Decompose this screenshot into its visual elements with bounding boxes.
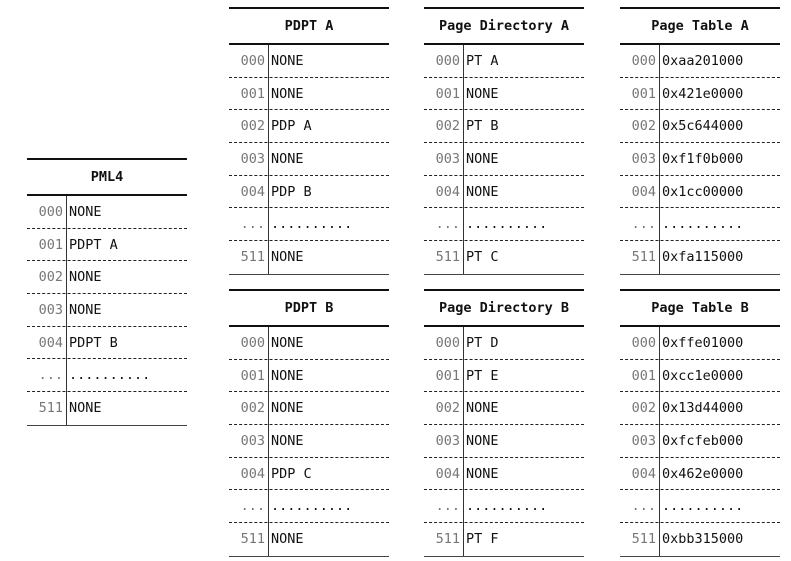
table-row bbox=[620, 490, 780, 523]
entry-value: NONE bbox=[271, 367, 304, 384]
entry-value: NONE bbox=[271, 249, 304, 266]
entry-value: .......... bbox=[466, 498, 548, 515]
table-row bbox=[27, 229, 187, 262]
table-row bbox=[229, 458, 389, 491]
entry-value: NONE bbox=[69, 269, 102, 286]
entry-index: 000 bbox=[27, 196, 67, 229]
table-row bbox=[424, 176, 584, 209]
table-row bbox=[424, 523, 584, 557]
table-row bbox=[229, 392, 389, 425]
table-row bbox=[229, 241, 389, 275]
entry-value: NONE bbox=[271, 53, 304, 69]
entry-value: NONE bbox=[466, 400, 499, 417]
page-table-b-table bbox=[620, 289, 780, 557]
table-row bbox=[424, 208, 584, 241]
table-row bbox=[229, 360, 389, 393]
entry-index: 001 bbox=[424, 360, 464, 393]
entry-index: 000 bbox=[620, 45, 660, 78]
entry-index: 511 bbox=[620, 523, 660, 556]
table-title: Page Directory A bbox=[424, 7, 584, 45]
entry-value: PDP A bbox=[271, 118, 312, 135]
entry-index: 004 bbox=[27, 327, 67, 360]
table-row bbox=[620, 176, 780, 209]
page-directory-a-table bbox=[424, 7, 584, 275]
table-row bbox=[424, 78, 584, 111]
entry-value: 0xfcfeb000 bbox=[662, 433, 744, 450]
entry-value: NONE bbox=[271, 531, 304, 548]
entry-value: 0xaa201000 bbox=[662, 53, 744, 69]
table-row bbox=[229, 327, 389, 360]
table-row bbox=[229, 110, 389, 143]
table-title: Page Table A bbox=[620, 7, 780, 45]
entry-value: PT B bbox=[466, 118, 499, 135]
entry-index: 004 bbox=[229, 458, 269, 491]
entry-value: NONE bbox=[69, 204, 102, 220]
entry-value: 0xffe01000 bbox=[662, 335, 744, 351]
table-title: PML4 bbox=[27, 158, 187, 196]
table-row bbox=[424, 490, 584, 523]
table-row bbox=[620, 208, 780, 241]
entry-index: 002 bbox=[424, 392, 464, 425]
table-row bbox=[620, 523, 780, 557]
entry-index: 511 bbox=[229, 523, 269, 556]
entry-value: PDPT A bbox=[69, 236, 118, 253]
entry-index: ... bbox=[229, 490, 269, 523]
entry-index: 000 bbox=[229, 45, 269, 78]
entry-index: 001 bbox=[620, 78, 660, 111]
table-row bbox=[424, 110, 584, 143]
entry-index: 002 bbox=[27, 261, 67, 294]
entry-index: 001 bbox=[27, 229, 67, 262]
pml4-table bbox=[27, 158, 187, 426]
entry-value: .......... bbox=[662, 498, 744, 515]
entry-value: PT C bbox=[466, 249, 499, 266]
table-row bbox=[620, 110, 780, 143]
entry-index: 002 bbox=[229, 392, 269, 425]
entry-value: 0xbb315000 bbox=[662, 531, 744, 548]
table-row bbox=[620, 45, 780, 78]
table-row bbox=[229, 78, 389, 111]
entry-value: NONE bbox=[271, 151, 304, 168]
entry-index: 004 bbox=[620, 176, 660, 209]
page-directory-b-table bbox=[424, 289, 584, 557]
entry-value: NONE bbox=[271, 335, 304, 351]
table-row bbox=[424, 360, 584, 393]
entry-index: 000 bbox=[229, 327, 269, 360]
table-title: Page Directory B bbox=[424, 289, 584, 327]
entry-index: 000 bbox=[620, 327, 660, 360]
entry-index: 001 bbox=[424, 78, 464, 111]
pdpt-b-table bbox=[229, 289, 389, 557]
entry-value: 0xcc1e0000 bbox=[662, 367, 744, 384]
entry-value: PDP B bbox=[271, 183, 312, 200]
entry-value: PT A bbox=[466, 53, 499, 69]
entry-value: NONE bbox=[466, 85, 499, 102]
entry-value: 0x13d44000 bbox=[662, 400, 744, 417]
table-row bbox=[620, 327, 780, 360]
entry-index: 002 bbox=[424, 110, 464, 143]
entry-value: .......... bbox=[69, 367, 151, 384]
entry-value: NONE bbox=[466, 465, 499, 482]
entry-index: 003 bbox=[620, 425, 660, 458]
table-row bbox=[27, 196, 187, 229]
entry-index: 511 bbox=[424, 523, 464, 556]
entry-index: ... bbox=[27, 359, 67, 392]
entry-value: 0x5c644000 bbox=[662, 118, 744, 135]
table-row bbox=[620, 360, 780, 393]
entry-index: 003 bbox=[620, 143, 660, 176]
table-row bbox=[424, 45, 584, 78]
entry-value: NONE bbox=[466, 151, 499, 168]
entry-index: 001 bbox=[229, 360, 269, 393]
entry-value: PDPT B bbox=[69, 334, 118, 351]
entry-index: 000 bbox=[424, 327, 464, 360]
entry-index: 004 bbox=[424, 458, 464, 491]
entry-index: 511 bbox=[620, 241, 660, 274]
table-row bbox=[229, 45, 389, 78]
entry-index: 004 bbox=[424, 176, 464, 209]
entry-index: 003 bbox=[229, 143, 269, 176]
entry-value: 0x462e0000 bbox=[662, 465, 744, 482]
table-row bbox=[27, 261, 187, 294]
entry-value: .......... bbox=[271, 216, 353, 233]
entry-index: 511 bbox=[424, 241, 464, 274]
table-row bbox=[620, 425, 780, 458]
page-table-a-table bbox=[620, 7, 780, 275]
table-row bbox=[424, 392, 584, 425]
entry-value: PDP C bbox=[271, 465, 312, 482]
entry-value: NONE bbox=[466, 433, 499, 450]
entry-index: 002 bbox=[620, 392, 660, 425]
entry-value: NONE bbox=[271, 433, 304, 450]
table-row bbox=[620, 241, 780, 275]
table-row bbox=[27, 392, 187, 426]
entry-index: ... bbox=[424, 208, 464, 241]
entry-value: 0x421e0000 bbox=[662, 85, 744, 102]
entry-value: PT D bbox=[466, 335, 499, 351]
entry-value: PT F bbox=[466, 531, 499, 548]
entry-index: 001 bbox=[229, 78, 269, 111]
table-row bbox=[620, 458, 780, 491]
entry-value: .......... bbox=[466, 216, 548, 233]
entry-index: ... bbox=[620, 490, 660, 523]
pdpt-a-table bbox=[229, 7, 389, 275]
table-row bbox=[229, 523, 389, 557]
table-row bbox=[27, 327, 187, 360]
table-row bbox=[424, 425, 584, 458]
entry-value: NONE bbox=[69, 400, 102, 417]
entry-value: 0xf1f0b000 bbox=[662, 151, 744, 168]
table-row bbox=[229, 208, 389, 241]
entry-index: ... bbox=[229, 208, 269, 241]
entry-index: 004 bbox=[620, 458, 660, 491]
table-row bbox=[424, 241, 584, 275]
table-row bbox=[229, 490, 389, 523]
entry-index: 003 bbox=[424, 143, 464, 176]
table-title: PDPT A bbox=[229, 7, 389, 45]
table-row bbox=[229, 425, 389, 458]
table-row bbox=[27, 294, 187, 327]
entry-index: 002 bbox=[620, 110, 660, 143]
entry-index: 004 bbox=[229, 176, 269, 209]
table-row bbox=[620, 78, 780, 111]
entry-value: 0xfa115000 bbox=[662, 249, 744, 266]
entry-index: ... bbox=[620, 208, 660, 241]
entry-value: .......... bbox=[662, 216, 744, 233]
entry-value: NONE bbox=[271, 400, 304, 417]
table-row bbox=[620, 392, 780, 425]
entry-index: 000 bbox=[424, 45, 464, 78]
entry-index: 511 bbox=[229, 241, 269, 274]
entry-index: 002 bbox=[229, 110, 269, 143]
entry-index: ... bbox=[424, 490, 464, 523]
entry-value: NONE bbox=[69, 302, 102, 319]
entry-index: 003 bbox=[424, 425, 464, 458]
table-title: Page Table B bbox=[620, 289, 780, 327]
entry-index: 511 bbox=[27, 392, 67, 425]
entry-index: 003 bbox=[229, 425, 269, 458]
table-row bbox=[229, 176, 389, 209]
entry-value: .......... bbox=[271, 498, 353, 515]
table-row bbox=[229, 143, 389, 176]
table-row bbox=[424, 143, 584, 176]
entry-value: 0x1cc00000 bbox=[662, 183, 744, 200]
table-row bbox=[620, 143, 780, 176]
entry-value: PT E bbox=[466, 367, 499, 384]
table-row bbox=[424, 327, 584, 360]
entry-index: 001 bbox=[620, 360, 660, 393]
table-title: PDPT B bbox=[229, 289, 389, 327]
entry-value: NONE bbox=[271, 85, 304, 102]
table-row bbox=[27, 359, 187, 392]
table-row bbox=[424, 458, 584, 491]
entry-value: NONE bbox=[466, 183, 499, 200]
entry-index: 003 bbox=[27, 294, 67, 327]
